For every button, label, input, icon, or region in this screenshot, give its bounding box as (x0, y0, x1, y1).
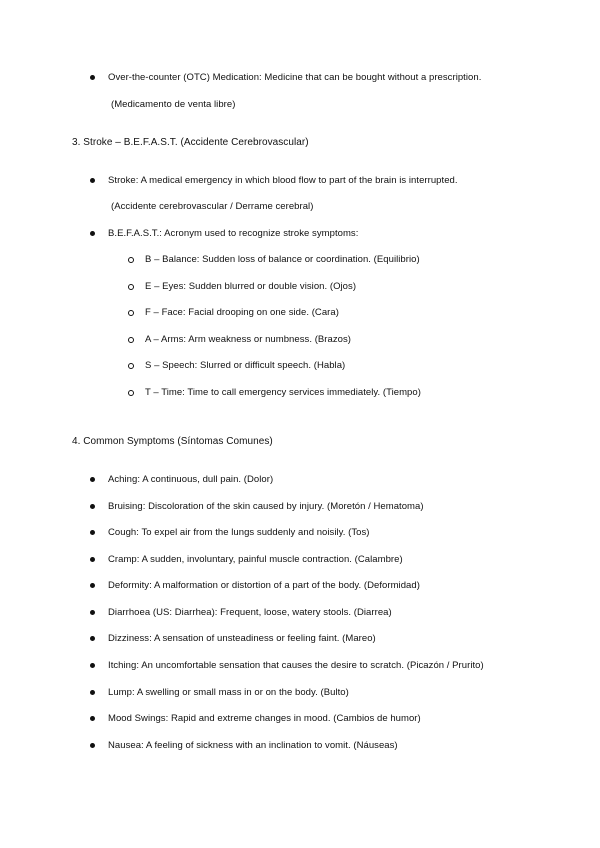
sub-bullet (128, 363, 134, 369)
bullet (90, 557, 95, 562)
list-item: Cough: To expel air from the lungs suddenly and noisily. (Tos) (108, 527, 370, 538)
bullet (90, 743, 95, 748)
bullet (90, 663, 95, 668)
sub-bullet (128, 284, 134, 290)
list-item: Cramp: A sudden, involuntary, painful muscle contraction. (Calambre) (108, 554, 403, 565)
bullet (90, 504, 95, 509)
bullet (90, 636, 95, 641)
section-heading: 4. Common Symptoms (Síntomas Comunes) (72, 436, 273, 447)
bullet (90, 178, 95, 183)
sub-list-item: S – Speech: Slurred or difficult speech. (Habla) (145, 360, 346, 371)
section-heading: 3. Stroke – B.E.F.A.S.T. (Accidente Cerebrovascular) (72, 137, 309, 148)
list-item: B.E.F.A.S.T.: Acronym used to recognize stroke symptoms: (108, 228, 359, 239)
bullet (90, 610, 95, 615)
list-item: Bruising: Discoloration of the skin caused by injury. (Moretón / Hematoma) (108, 501, 424, 512)
sub-bullet (128, 337, 134, 343)
list-item: Dizziness: A sensation of unsteadiness or feeling faint. (Mareo) (108, 633, 376, 644)
list-item: Deformity: A malformation or distortion of a part of the body. (Deformidad) (108, 580, 420, 591)
list-item: Diarrhoea (US: Diarrhea): Frequent, loose, watery stools. (Diarrea) (108, 607, 392, 618)
sub-list-item: B – Balance: Sudden loss of balance or coordination. (Equilibrio) (145, 254, 420, 265)
bullet (90, 716, 95, 721)
bullet (90, 75, 95, 80)
sub-list-item: F – Face: Facial drooping on one side. (Cara) (145, 307, 339, 318)
bullet (90, 231, 95, 236)
list-item: Nausea: A feeling of sickness with an inclination to vomit. (Náuseas) (108, 740, 398, 751)
sub-bullet (128, 257, 134, 263)
bullet (90, 530, 95, 535)
list-item: Mood Swings: Rapid and extreme changes in mood. (Cambios de humor) (108, 713, 421, 724)
sub-list-item: E – Eyes: Sudden blurred or double vision. (Ojos) (145, 281, 357, 292)
list-item: Itching: An uncomfortable sensation that causes the desire to scratch. (Picazón / Prurito) (108, 660, 484, 671)
list-item: Stroke: A medical emergency in which blood flow to part of the brain is interrupted. (108, 175, 458, 186)
list-item: Over-the-counter (OTC) Medication: Medicine that can be bought without a prescription. (108, 72, 482, 83)
bullet (90, 690, 95, 695)
list-item: Lump: A swelling or small mass in or on the body. (Bulto) (108, 687, 349, 698)
sub-bullet (128, 310, 134, 316)
bullet (90, 583, 95, 588)
sub-list-item: T – Time: Time to call emergency services immediately. (Tiempo) (145, 387, 421, 398)
bullet (90, 477, 95, 482)
sub-list-item: A – Arms: Arm weakness or numbness. (Brazos) (145, 334, 351, 345)
translation: (Accidente cerebrovascular / Derrame cerebral) (111, 201, 314, 212)
sub-bullet (128, 390, 134, 396)
list-item: Aching: A continuous, dull pain. (Dolor) (108, 474, 274, 485)
translation: (Medicamento de venta libre) (111, 99, 236, 110)
